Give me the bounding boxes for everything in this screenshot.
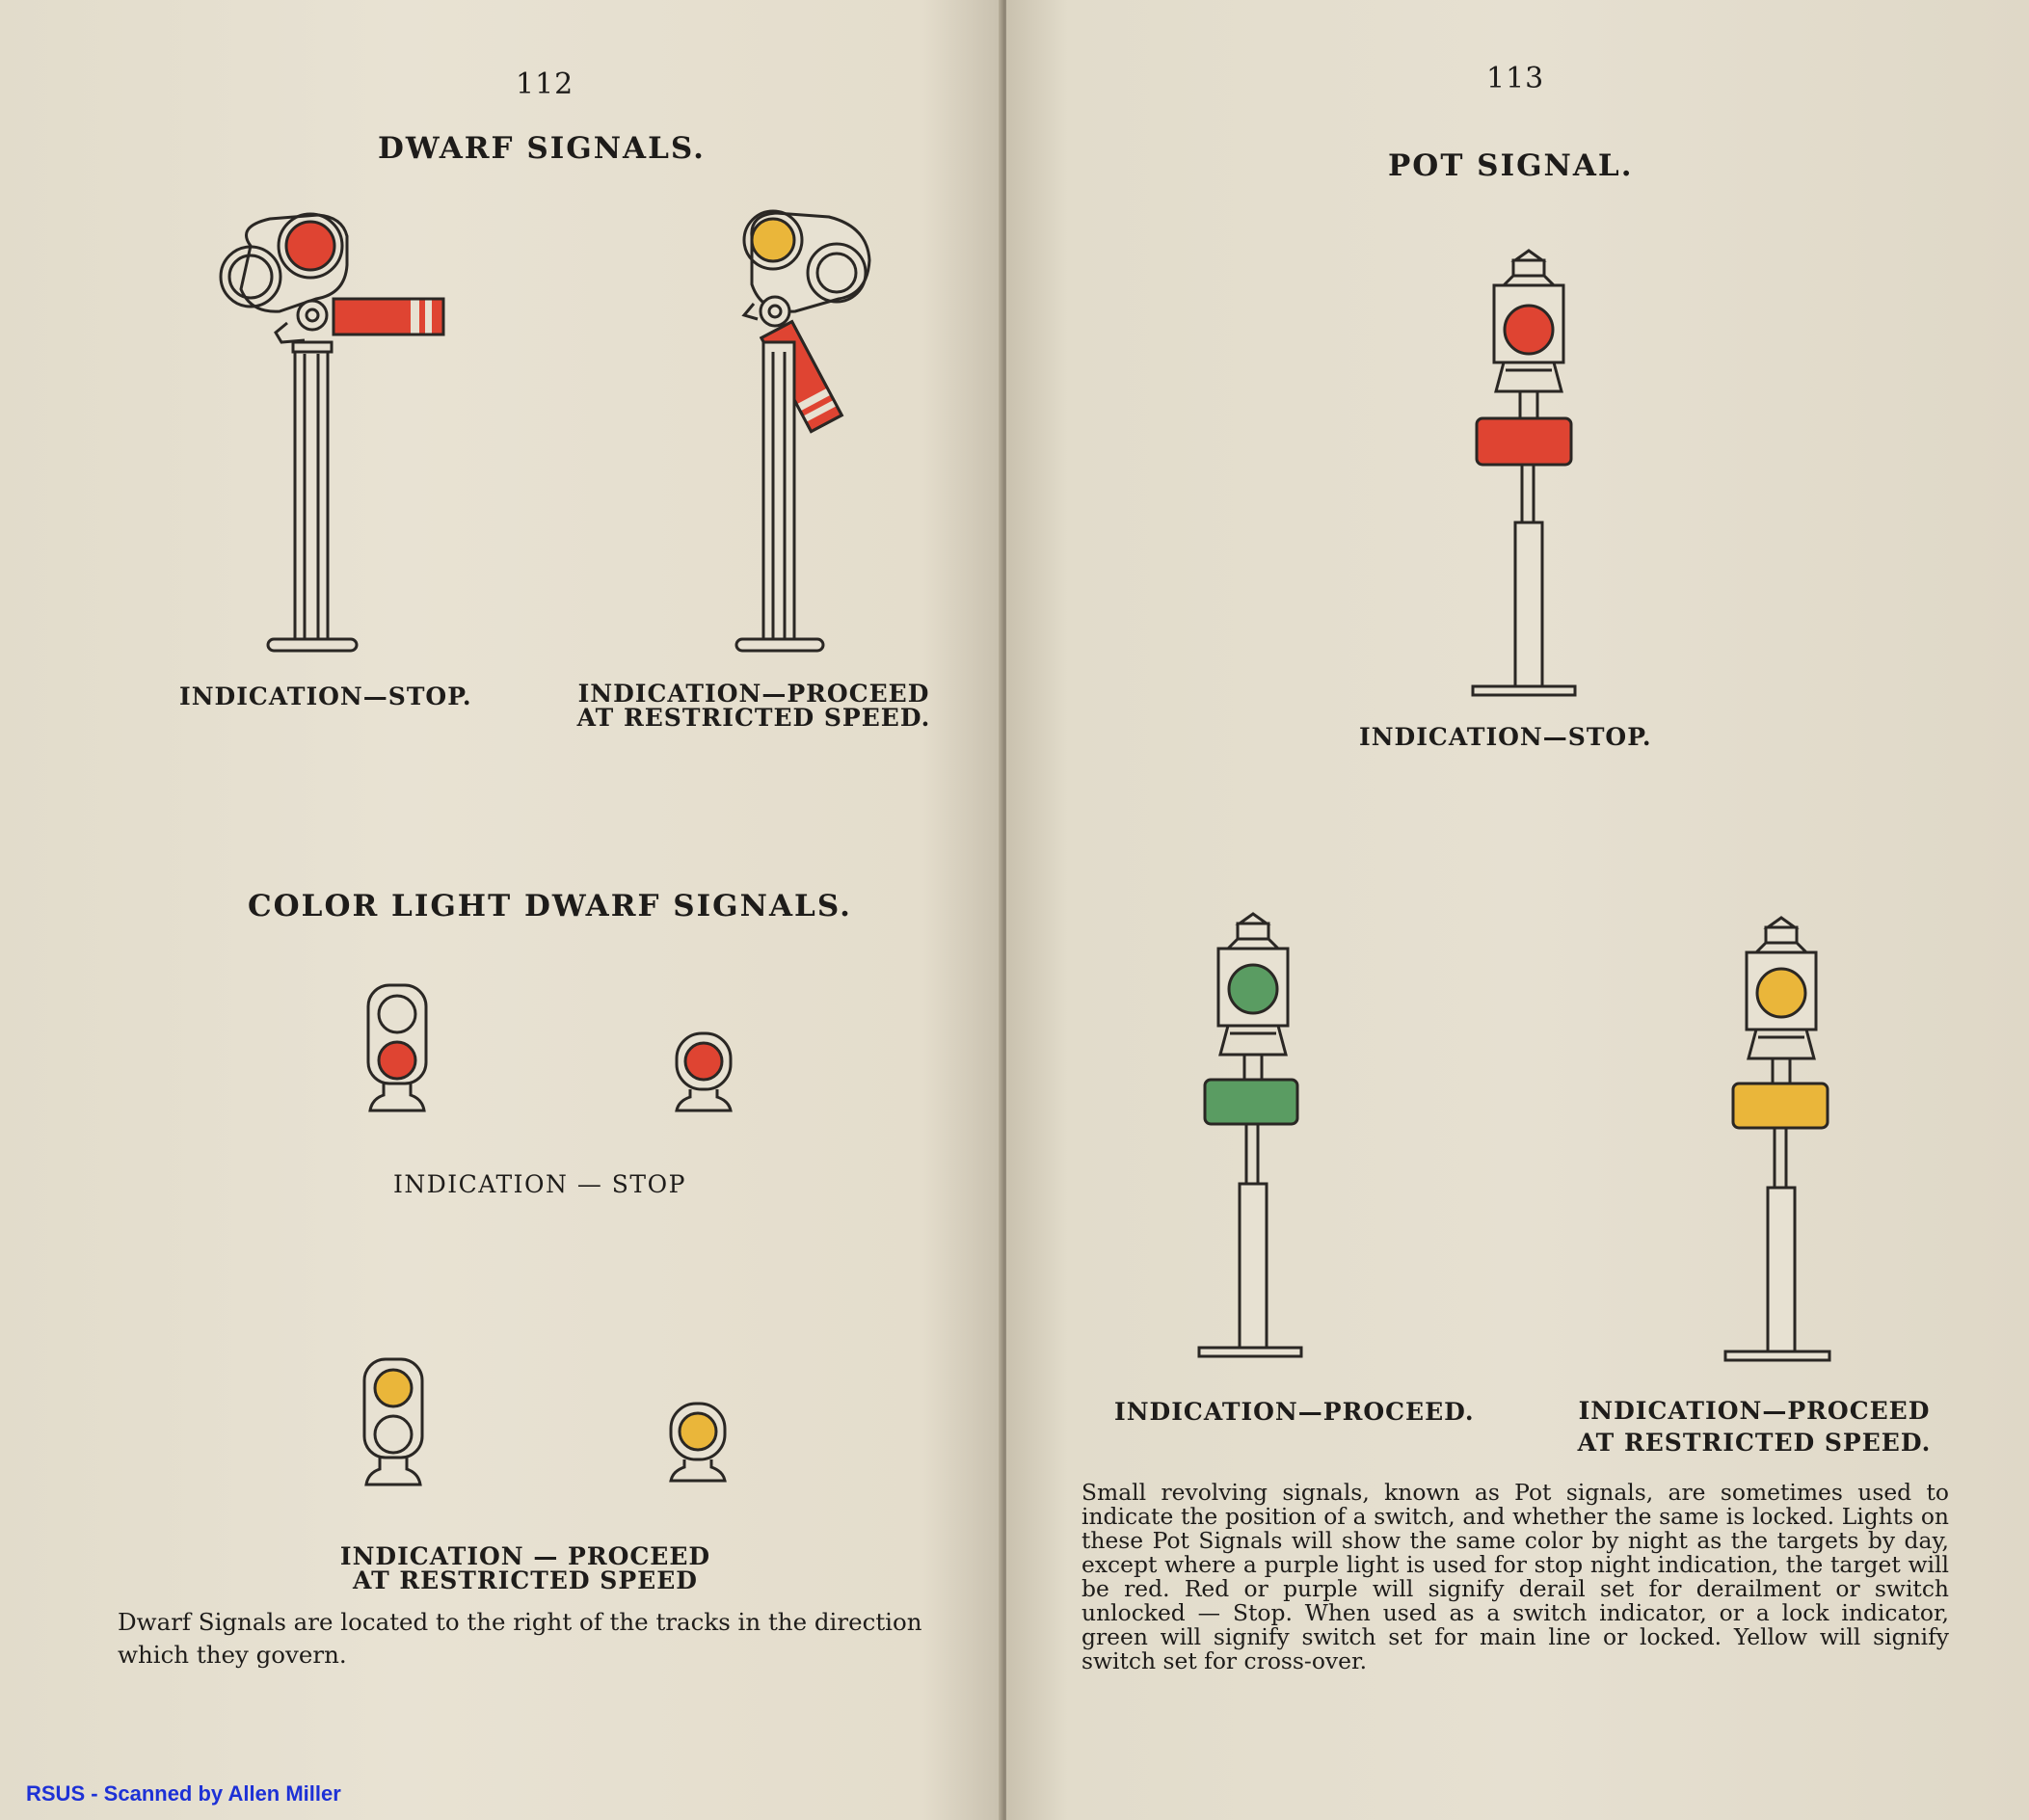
semaphore-dwarf-signal-stop-icon <box>212 207 463 660</box>
pot-caption-stop: INDICATION—STOP. <box>1359 723 1652 751</box>
pot-caption-proceed: INDICATION—PROCEED. <box>1114 1398 1475 1426</box>
pot-signal-icon <box>1189 910 1315 1363</box>
dwarf-caption-restricted-line1: INDICATION—PROCEED <box>577 680 930 708</box>
color-light-caption-restricted-line1: INDICATION — PROCEED <box>339 1542 711 1570</box>
left-page <box>0 0 1002 1820</box>
color-light-dwarf-signal-icon <box>364 981 432 1116</box>
scan-credit: RSUS - Scanned by Allen Miller <box>26 1781 341 1806</box>
dwarf-location-note: Dwarf Signals are located to the right of the tracks in the direction which they govern. <box>118 1608 922 1669</box>
dwarf-caption-stop: INDICATION—STOP. <box>179 682 472 710</box>
color-light-caption-restricted-line2: AT RESTRICTED SPEED <box>353 1566 698 1594</box>
pot-caption-restricted-line2: AT RESTRICTED SPEED. <box>1577 1429 1932 1457</box>
color-light-dwarf-signal-icon <box>665 1400 733 1486</box>
pot-signal-title: POT SIGNAL. <box>1388 148 1634 183</box>
dwarf-signals-title: DWARF SIGNALS. <box>378 131 706 166</box>
right-page <box>1006 0 2029 1820</box>
color-light-caption-stop: INDICATION — STOP <box>393 1170 686 1198</box>
color-light-dwarf-title: COLOR LIGHT DWARF SIGNALS. <box>248 889 852 923</box>
pot-signal-description: Small revolving signals, known as Pot signals, are sometimes used to indicate the position of a switch, and whether the same is locked. Lights on these Pot Signals will show the same color by night as the targets by day, except where a purple light is used for stop night indication, the target will be red. Red or purple will signify derail set for derailment or switch unlocked — Stop. When used as a switch indicator, or a lock indicator, green will signify switch set for main line or locked. Yellow will signify switch set for cross-over. <box>1081 1479 1949 1674</box>
page-number-left: 112 <box>516 67 574 101</box>
pot-caption-restricted-line1: INDICATION—PROCEED <box>1578 1397 1931 1425</box>
color-light-dwarf-signal-icon <box>671 1030 738 1116</box>
color-light-dwarf-signal-icon <box>360 1355 428 1490</box>
pot-signal-icon <box>1465 247 1590 700</box>
semaphore-dwarf-signal-restricted-icon <box>723 207 916 660</box>
dwarf-caption-restricted-line2: AT RESTRICTED SPEED. <box>576 704 931 732</box>
page-number-right: 113 <box>1486 62 1545 95</box>
pot-signal-icon <box>1718 914 1843 1367</box>
